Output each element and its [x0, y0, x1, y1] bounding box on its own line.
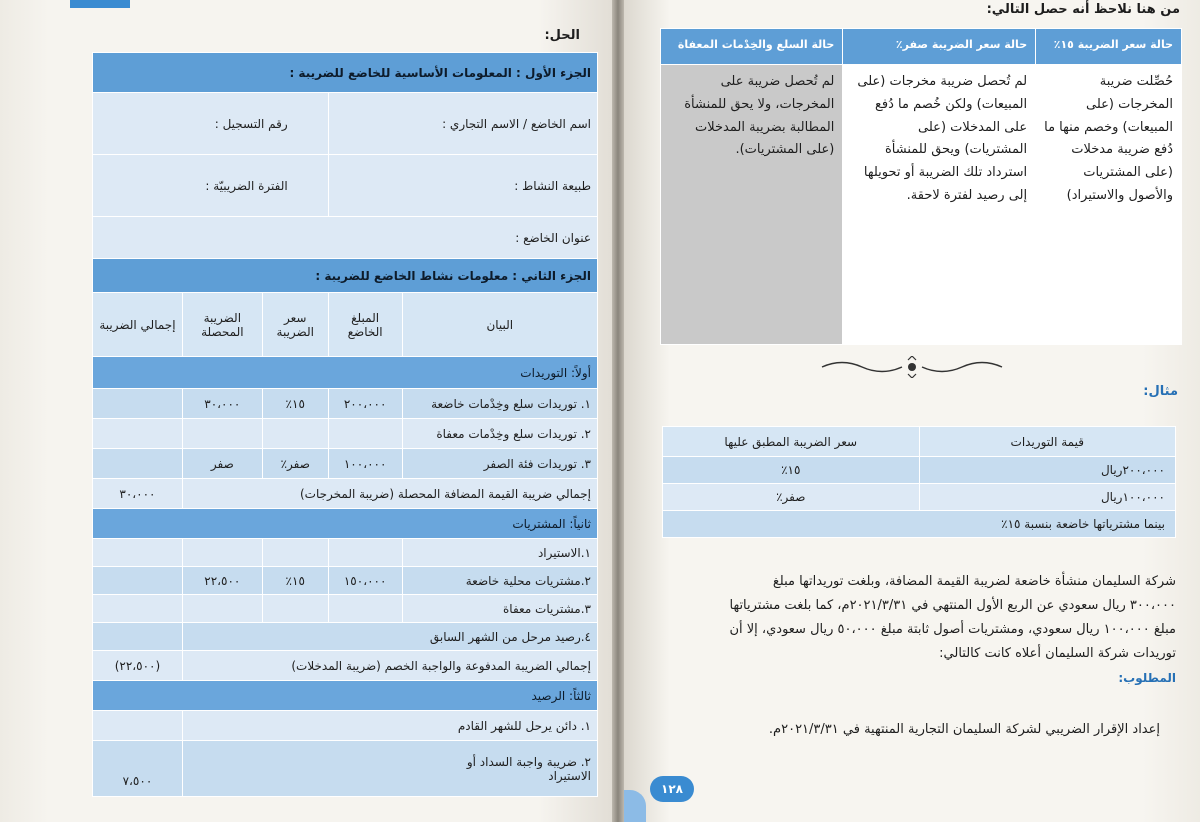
- balance-value: ٧،٥٠٠: [93, 741, 183, 797]
- table-row: ٢. توريدات سلع وخِدْمات معفاة: [93, 419, 598, 449]
- table-row: ٣.مشتريات معفاة: [93, 595, 598, 623]
- table-row: ١. توريدات سلع وخِدْمات خاضعة ٢٠٠،٠٠٠ ١٥٪ ٣٠،٠٠٠: [93, 389, 598, 419]
- total-input-tax-label: إجمالي الضريبة المدفوعة والواجبة الخصم (ضريبة المدخلات): [182, 651, 597, 681]
- balance-payable-row: ٢. ضريبة واجبة السداد أو الاستيراد: [182, 741, 597, 797]
- col-header-statement: البيان: [402, 293, 597, 357]
- total-output-tax-label: إجمالي ضريبة القيمة المضافة المحصلة (ضريبة المخرجات): [182, 479, 597, 509]
- table-row: ١٠٠،٠٠٠ريال صفر٪: [663, 484, 1176, 511]
- part1-title: الجزء الأول : المعلومات الأساسية للخاضع للضريبة :: [93, 53, 598, 93]
- header-rate-zero: حالة سعر الضريبة صفر٪: [843, 29, 1036, 65]
- table-row: ٣. توريدات فئة الصفر ١٠٠،٠٠٠ صفر٪ صفر: [93, 449, 598, 479]
- activity-type-field: طبيعة النشاط :: [328, 155, 597, 217]
- example-header-supplies: قيمة التوريدات: [919, 427, 1176, 457]
- corner-decoration: [624, 790, 646, 822]
- registration-no-field: رقم التسجيل :: [93, 93, 329, 155]
- solution-label: الحل:: [544, 28, 580, 43]
- table-row: ٢٠٠،٠٠٠ريال ١٥٪: [663, 457, 1176, 484]
- tax-return-table: [92, 52, 598, 797]
- top-color-strip: [70, 0, 130, 8]
- required-label: المطلوب:: [1118, 671, 1176, 685]
- section-balance: ثالثاً: الرصيد: [93, 681, 598, 711]
- right-page: [624, 0, 1200, 822]
- taxpayer-name-field: اسم الخاضع / الاسم التجاري :: [328, 93, 597, 155]
- col-header-total-tax: إجمالي الضريبة: [93, 293, 183, 357]
- col-header-taxable-amount: المبلغ الخاضع: [328, 293, 402, 357]
- tax-period-field: الفترة الضريبيّة :: [93, 155, 329, 217]
- example-footer: بينما مشترياتها خاضعة بنسبة ١٥٪: [663, 511, 1176, 538]
- header-exempt: حالة السلع والخِدْمات المعفاة: [661, 29, 843, 65]
- example-table: [662, 426, 1176, 538]
- cell-exempt: لم تُحصل ضريبة على المخرجات، ولا يحق للمنشأة المطالبة بضريبة المدخلات (على المشتريات).: [661, 65, 843, 345]
- table-row: ١.الاستيراد: [93, 539, 598, 567]
- example-label: مثال:: [1143, 384, 1178, 399]
- intro-text: من هنا نلاحظ أنه حصل التالي:: [986, 2, 1180, 17]
- address-field: عنوان الخاضع :: [93, 217, 598, 259]
- cell-rate-zero: لم تُحصل ضريبة مخرجات (على المبيعات) ولكن خُصم ما دُفع على المدخلات (على المشتريات) ويحق للمنشأة استرداد تلك الضريبة أو تحويلها إلى رصيد لفترة لاحقة.: [843, 65, 1036, 345]
- balance-credit-row: ١. دائن يرحل للشهر القادم: [182, 711, 597, 741]
- table-row: ٢.مشتريات محلية خاضعة ١٥٠،٠٠٠ ١٥٪ ٢٢،٥٠٠: [93, 567, 598, 595]
- table-row: ٤.رصيد مرحل من الشهر السابق: [93, 623, 598, 651]
- section-purchases: ثانياً: المشتريات: [93, 509, 598, 539]
- col-header-tax-rate: سعر الضريبة: [262, 293, 328, 357]
- ornament-divider: [812, 356, 1012, 378]
- book-gutter: [612, 0, 624, 822]
- header-rate-15: حالة سعر الضريبة ١٥٪: [1036, 29, 1182, 65]
- page-number: ١٢٨: [650, 776, 694, 802]
- part2-title: الجزء الثاني : معلومات نشاط الخاضع للضريبة :: [93, 259, 598, 293]
- section-supplies: أولاً: التوريدات: [93, 357, 598, 389]
- col-header-tax-collected: الضريبة المحصلة: [182, 293, 262, 357]
- example-paragraph: شركة السليمان منشأة خاضعة لضريبة القيمة المضافة، وبلغت توريداتها مبلغ ٣٠٠،٠٠٠ ريال سعودي عن الربع الأول المنتهي في ٢٠٢١/٣/٣١م، كما بلغت مشترياتها مبلغ ١٠٠،٠٠٠ ريال سعودي، ومشتريات أصول ثابتة مبلغ ٥٠،٠٠٠ ريال سعودي، إلا أن توريدات شركة السليمان أعلاه كانت كالتالي: المطلوب:: [646, 570, 1176, 690]
- total-output-tax-value: ٣٠،٠٠٠: [93, 479, 183, 509]
- task-text: إعداد الإقرار الضريبي لشركة السليمان التجارية المنتهية في ٢٠٢١/٣/٣١م.: [768, 722, 1160, 737]
- total-input-tax-value: (٢٢،٥٠٠): [93, 651, 183, 681]
- comparison-table: [660, 28, 1182, 345]
- cell-rate-15: حُصِّلت ضريبة المخرجات (على المبيعات) وخصم منها ما دُفع ضريبة مدخلات (على المشتريات والأصول والاستيراد): [1036, 65, 1182, 345]
- example-header-rate: سعر الضريبة المطبق عليها: [663, 427, 920, 457]
